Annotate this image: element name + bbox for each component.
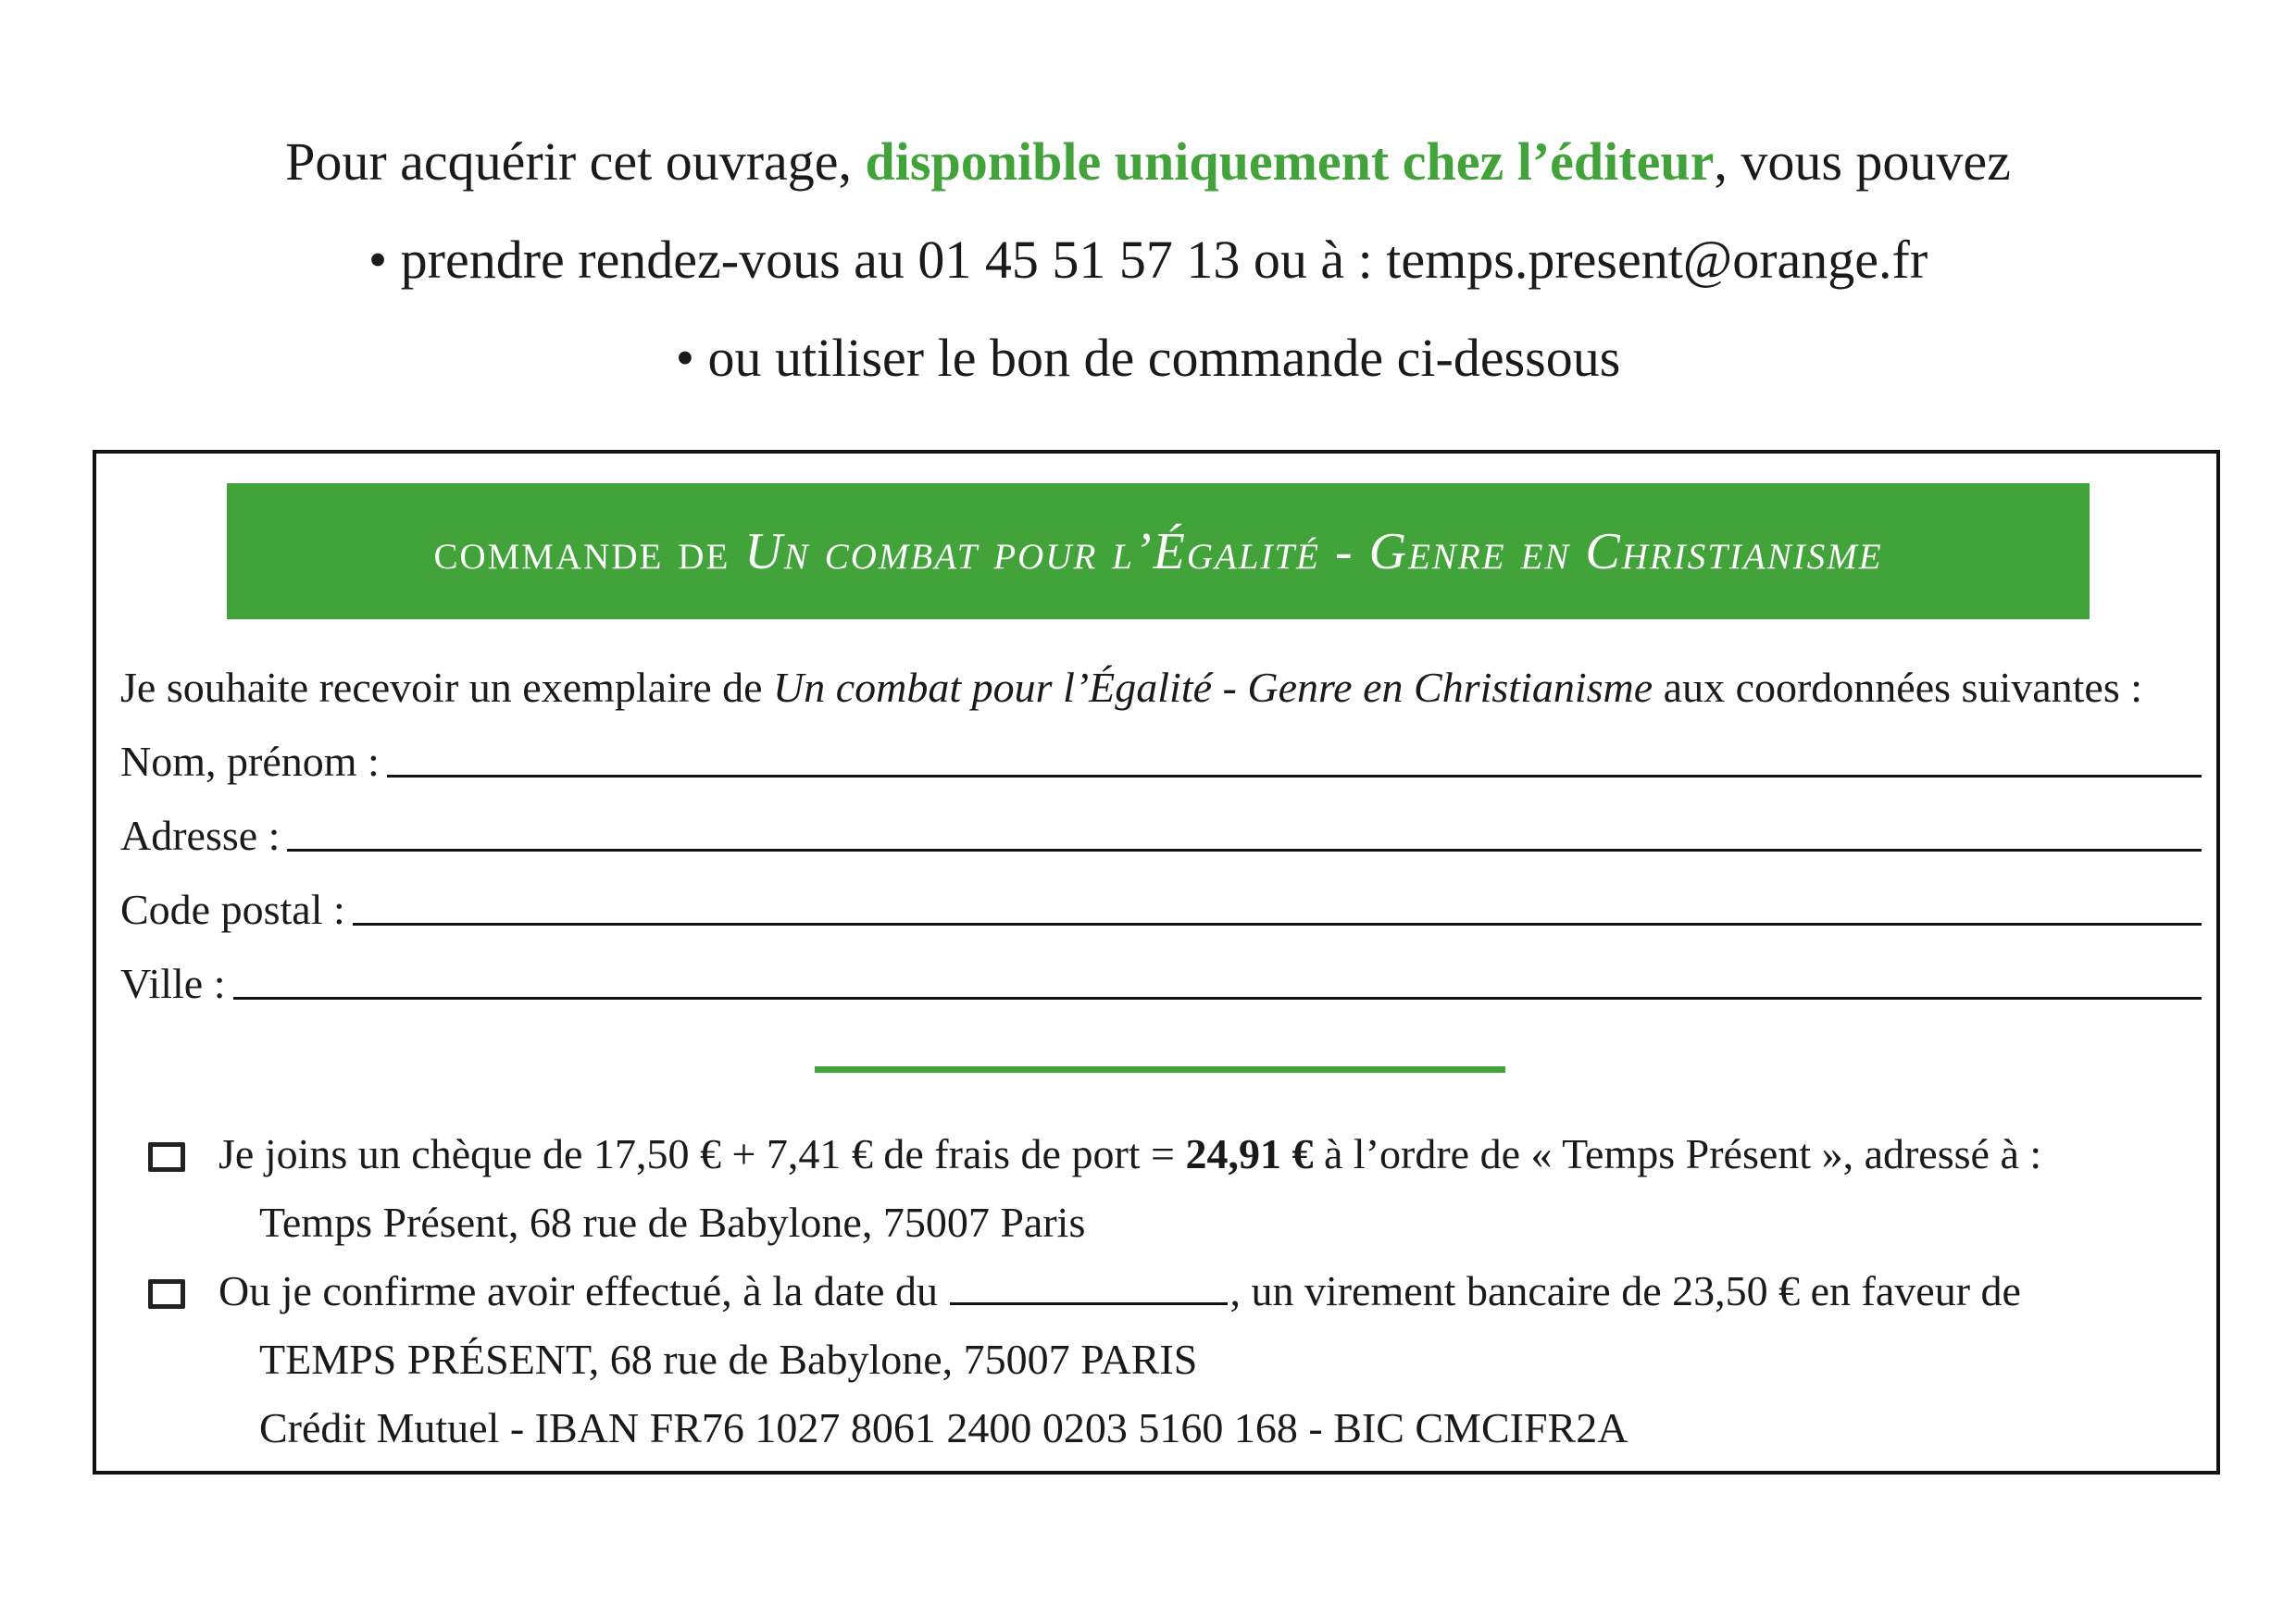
address-field[interactable]	[120, 805, 2202, 857]
cheque-checkbox[interactable]	[148, 1142, 185, 1172]
intro-line-1	[0, 131, 2296, 192]
address-label: Adresse :	[120, 812, 281, 859]
cheque-before: Je joins un chèque de 17,50 € + 7,41 € de frais de port =	[218, 1130, 1186, 1177]
postal-code-input-line[interactable]	[353, 923, 2202, 926]
intro-line-1-before: Pour acquérir cet ouvrage,	[285, 131, 866, 192]
transfer-before: Ou je confirme avoir effectué, à la date du	[218, 1267, 949, 1314]
city-input-line[interactable]	[233, 997, 2202, 1000]
cheque-total: 24,91 €	[1185, 1130, 1314, 1177]
address-input-line[interactable]	[287, 849, 2202, 852]
request-after: aux coordonnées suivantes :	[1653, 664, 2143, 711]
cheque-address: Temps Présent, 68 rue de Babylone, 75007 Paris	[259, 1199, 1086, 1246]
name-label: Nom, prénom :	[120, 738, 380, 785]
request-title: Un combat pour l’Égalité - Genre en Christianisme	[773, 664, 1653, 711]
name-input-line[interactable]	[387, 775, 2202, 778]
cheque-after: à l’ordre de « Temps Présent », adressé à :	[1313, 1130, 2042, 1177]
intro-line-2: • prendre rendez-vous au 01 45 51 57 13 ou à : temps.present@orange.fr	[368, 230, 1928, 290]
order-form-banner	[227, 483, 2090, 619]
intro-line-1-after: , vous pouvez	[1714, 131, 2011, 192]
banner-title: Un combat pour l’Égalité - Genre en Christianisme	[744, 522, 1883, 580]
transfer-recipient: TEMPS PRÉSENT, 68 rue de Babylone, 75007 PARIS	[259, 1336, 1198, 1383]
transfer-checkbox[interactable]	[148, 1279, 185, 1309]
intro-line-3: • ou utiliser le bon de commande ci-dessous	[675, 328, 1621, 388]
transfer-after: , un virement bancaire de 23,50 € en faveur de	[1229, 1267, 2021, 1314]
postal-code-label: Code postal :	[120, 886, 345, 933]
cheque-option-text	[218, 1130, 2042, 1177]
city-label: Ville :	[120, 960, 226, 1007]
city-field[interactable]	[120, 953, 2202, 1005]
green-separator	[815, 1066, 1505, 1073]
intro-highlight: disponible uniquement chez l’éditeur	[865, 131, 1715, 192]
transfer-date-blank[interactable]	[950, 1302, 1228, 1305]
postal-code-field[interactable]	[120, 879, 2202, 931]
banner-prefix: commande de	[433, 522, 730, 580]
request-sentence	[120, 666, 2142, 709]
transfer-option-text	[218, 1267, 2021, 1314]
transfer-bank-details: Crédit Mutuel - IBAN FR76 1027 8061 2400 0203 5160 168 - BIC CMCIFR2A	[259, 1404, 1628, 1451]
name-field[interactable]	[120, 731, 2202, 783]
request-before: Je souhaite recevoir un exemplaire de	[120, 664, 774, 711]
